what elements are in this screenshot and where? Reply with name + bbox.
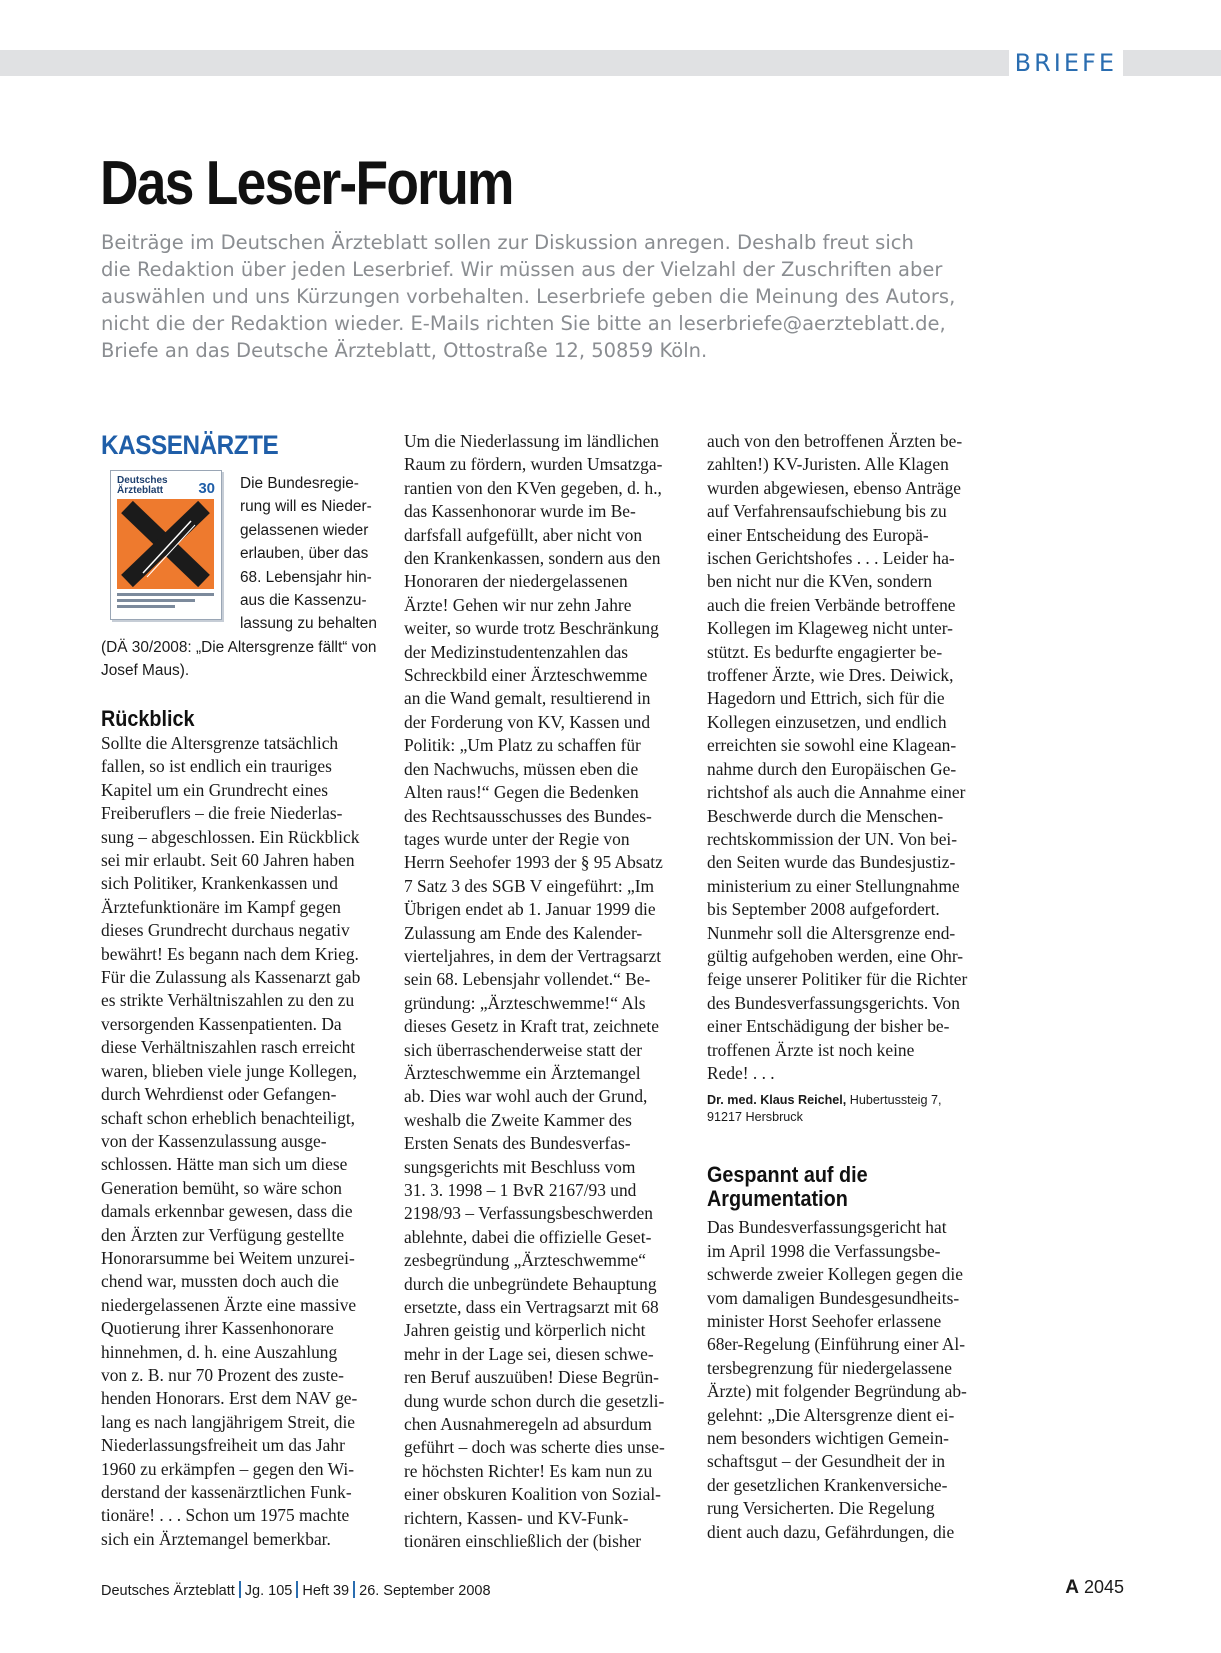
body-line: ren Beruf auszuüben! Diese Begrün- xyxy=(404,1367,659,1388)
body-line: Ärzte) mit folgender Begründung ab- xyxy=(707,1381,967,1402)
body-line: gültig aufgehoben werden, eine Ohr- xyxy=(707,945,964,966)
body-line: auch die freien Verbände betroffene xyxy=(707,594,956,615)
body-line: des Bundesverfassungsgerichts. Von xyxy=(707,992,960,1013)
body-line: Rede! . . . xyxy=(707,1062,775,1083)
body-line: Schreckbild einer Ärzteschwemme xyxy=(404,665,648,686)
body-line: feige unserer Politiker für die Richter xyxy=(707,969,968,990)
teaser-line: Die Bundesregie- xyxy=(240,475,359,492)
letter-heading-line: Gespannt auf die xyxy=(707,1162,868,1188)
body-line: sung – abgeschlossen. Ein Rückblick xyxy=(101,826,360,847)
body-line: schaft schon erheblich benachteiligt, xyxy=(101,1107,355,1128)
body-line: einer Entschädigung der bisher be- xyxy=(707,1016,950,1037)
intro-line: Briefe an das Deutsche Ärzteblatt, Ottostraße 12, 50859 Köln. xyxy=(101,339,708,362)
body-line: diese Verhältniszahlen rasch erreicht xyxy=(101,1037,356,1058)
body-line: im April 1998 die Verfassungsbe- xyxy=(707,1240,941,1261)
body-line: Jahren geistig und körperlich nicht xyxy=(404,1320,646,1341)
body-line: vierteljahres, in dem der Vertragsarzt xyxy=(404,945,662,966)
footer-separator xyxy=(239,1581,241,1598)
footer-separator xyxy=(353,1581,355,1598)
signature-street: Hubertussteig 7, xyxy=(846,1093,942,1108)
body-line: troffener Ärzte, wie Dres. Deiwick, xyxy=(707,665,954,686)
body-line: Ärzte! Gehen wir nur zehn Jahre xyxy=(404,594,632,615)
body-line: sich überraschenderweise statt der xyxy=(404,1039,643,1060)
section-label: BRIEFE xyxy=(1009,48,1123,78)
page-prefix: A xyxy=(1065,1577,1079,1598)
body-line: gründung: „Ärzteschwemme!“ Als xyxy=(404,992,646,1013)
body-line: wurden abgewiesen, ebenso Anträge xyxy=(707,477,962,498)
body-line: dieses Grundrecht durchaus negativ xyxy=(101,920,350,941)
body-line: sich ein Ärztemangel bemerkbar. xyxy=(101,1528,331,1549)
body-line: Generation bemüht, so wäre schon xyxy=(101,1177,342,1198)
body-line: tersbegrenzung für niedergelassene xyxy=(707,1357,952,1378)
body-line: Niederlassungsfreiheit um das Jahr xyxy=(101,1435,345,1456)
body-line: bis September 2008 aufgefordert. xyxy=(707,899,940,920)
body-line: es strikte Verhältniszahlen zu den zu xyxy=(101,990,355,1011)
body-line: versorgenden Kassenpatienten. Da xyxy=(101,1013,342,1034)
teaser-text xyxy=(101,472,393,683)
footer-separator xyxy=(296,1581,298,1598)
body-line: Alten raus!“ Gegen die Bedenken xyxy=(404,782,639,803)
teaser-line: aus die Kassenzu- xyxy=(240,592,367,610)
body-line: Das Bundesverfassungsgericht hat xyxy=(707,1217,947,1238)
cover-brand-line: Ärzteblatt xyxy=(117,485,164,496)
body-line: Kapitel um ein Grundrecht eines xyxy=(101,779,328,800)
letter-heading xyxy=(707,1163,970,1211)
body-line: vom damaligen Bundesgesundheits- xyxy=(707,1287,960,1308)
body-line: den Seiten wurde das Bundesjustiz- xyxy=(707,852,956,873)
teaser-line: erlauben, über das xyxy=(240,545,369,563)
body-line: Kollegen im Klageweg nicht unter- xyxy=(707,618,953,639)
body-line: dieses Gesetz in Kraft trat, zeichnete xyxy=(404,1016,659,1037)
body-line: re höchsten Richter! Es kam nun zu xyxy=(404,1460,653,1481)
body-line: nahme durch den Europäischen Ge- xyxy=(707,758,957,779)
body-line: sein 68. Lebensjahr vollendet.“ Be- xyxy=(404,969,651,990)
body-line: ischen Gerichtshofes . . . Leider ha- xyxy=(707,548,955,569)
body-line: gelehnt: „Die Altersgrenze dient ei- xyxy=(707,1404,955,1425)
intro-line: auswählen und uns Kürzungen vorbehalten. Leserbriefe geben die Meinung des Autors, xyxy=(101,285,956,308)
body-line: richtshof als auch die Annahme einer xyxy=(707,782,966,803)
letter-heading: Rückblick xyxy=(101,706,195,731)
body-line: einer obskuren Koalition von Sozial- xyxy=(404,1484,661,1505)
body-line: das Kassenhonorar wurde im Be- xyxy=(404,501,636,522)
body-line: rung Versicherten. Die Regelung xyxy=(707,1498,935,1519)
footer-date: 26. September 2008 xyxy=(359,1583,491,1599)
teaser-line: rung will es Nieder- xyxy=(240,498,372,516)
body-line: Beschwerde durch die Menschen- xyxy=(707,805,944,826)
body-line: minister Horst Seehofer erlassene xyxy=(707,1311,942,1331)
body-line: fallen, so ist endlich ein trauriges xyxy=(101,756,332,777)
body-line: einer Entscheidung des Europä- xyxy=(707,524,929,545)
body-line: geführt – doch was scherte dies unse- xyxy=(404,1437,665,1458)
body-line: 31. 3. 1998 – 1 BvR 2167/93 und xyxy=(404,1180,637,1200)
intro-text xyxy=(101,229,1021,364)
teaser-line: lassung zu behalten xyxy=(240,615,377,633)
footer-issue: Heft 39 xyxy=(302,1583,350,1599)
body-line: Quotierung ihrer Kassenhonorare xyxy=(101,1318,334,1339)
body-line: Honorarsumme bei Weitem unzurei- xyxy=(101,1247,355,1268)
body-line: von z. B. nur 70 Prozent des zuste- xyxy=(101,1364,344,1385)
body-line: 68er-Regelung (Einführung einer Al- xyxy=(707,1334,966,1355)
body-line: durch die unbegründete Behauptung xyxy=(404,1273,657,1294)
letter-body xyxy=(707,1216,999,1544)
body-line: schlossen. Hätte man sich um diese xyxy=(101,1154,348,1175)
body-line: weiter, so wurde trotz Beschränkung xyxy=(404,618,659,639)
body-line: Politik: „Um Platz zu schaffen für xyxy=(404,735,641,756)
body-line: ben nicht nur die KVen, sondern xyxy=(707,571,933,592)
body-line: dung wurde schon durch die gesetzli- xyxy=(404,1390,665,1411)
body-line: Raum zu fördern, wurden Umsatzga- xyxy=(404,454,663,475)
body-line: dient auch dazu, Gefährdungen, die xyxy=(707,1521,955,1542)
letter-body xyxy=(101,732,393,1551)
rubric-label: KASSENÄRZTE xyxy=(101,430,279,460)
signature-city: 91217 Hersbruck xyxy=(707,1110,803,1125)
body-line: Nunmehr soll die Altersgrenze end- xyxy=(707,922,956,943)
body-line: der Forderung von KV, Kassen und xyxy=(404,711,651,732)
body-line: sei mir erlaubt. Seit 60 Jahren haben xyxy=(101,850,355,871)
body-line: Kollegen einzusetzen, und endlich xyxy=(707,711,947,732)
body-line: ersetzte, dass ein Vertragsarzt mit 68 xyxy=(404,1297,659,1318)
intro-line: die Redaktion über jeden Leserbrief. Wir müssen aus der Vielzahl der Zuschriften aber xyxy=(101,258,943,281)
body-line: der Medizinstudentenzahlen das xyxy=(404,641,629,662)
body-line: derstand der kassenärztlichen Funk- xyxy=(101,1482,352,1502)
body-line: rantien von den KVen gegeben, d. h., xyxy=(404,477,662,498)
footer-citation xyxy=(101,1581,491,1599)
body-line: Ärztefunktionäre im Kampf gegen xyxy=(101,896,341,917)
body-line: chen Ausnahmeregeln ad absurdum xyxy=(404,1414,652,1435)
body-line: ab. Dies war wohl auch der Grund, xyxy=(404,1086,648,1107)
body-line: lang es nach langjährigem Streit, die xyxy=(101,1411,356,1432)
body-line: mehr in der Lage sei, diesen schwe- xyxy=(404,1343,654,1364)
body-line: Herrn Seehofer 1993 der § 95 Absatz xyxy=(404,852,663,873)
body-line: 7 Satz 3 des SGB V eingeführt: „Im xyxy=(404,875,655,896)
footer-volume: Jg. 105 xyxy=(244,1583,293,1599)
body-line: auf Verfahrensaufschiebung bis zu xyxy=(707,501,947,522)
body-line: richtern, Kassen- und KV-Funk- xyxy=(404,1507,629,1528)
body-line: ablehnte, dabei die offizielle Geset- xyxy=(404,1226,652,1247)
body-line: tionären einschließlich der (bisher xyxy=(404,1531,642,1552)
body-line: ministerium zu einer Stellungnahme xyxy=(707,875,960,896)
body-line: bewährt! Es begann nach dem Krieg. xyxy=(101,943,359,964)
body-line: damals erkennbar gewesen, dass die xyxy=(101,1201,353,1222)
body-line: Hagedorn und Ettrich, sich für die xyxy=(707,688,945,709)
body-line: des Rechtsausschusses des Bundes- xyxy=(404,805,652,826)
letter-heading-line: Argumentation xyxy=(707,1186,848,1212)
body-line: Honoraren der niedergelassenen xyxy=(404,571,628,592)
body-line: chend war, mussten doch auch die xyxy=(101,1271,339,1292)
body-line: troffenen Ärzte ist noch keine xyxy=(707,1039,915,1060)
intro-line: Beiträge im Deutschen Ärzteblatt sollen zur Diskussion anregen. Deshalb freut sich xyxy=(101,231,914,254)
body-line: tages wurde unter der Regie von xyxy=(404,828,630,849)
body-line: sungsgerichts mit Beschluss vom xyxy=(404,1156,636,1177)
letter-signature xyxy=(707,1092,999,1126)
body-line: 1960 zu erkämpfen – gegen den Wi- xyxy=(101,1458,354,1479)
body-line: stützt. Es bedurfte engagierter be- xyxy=(707,641,943,662)
body-line: Übrigen endet ab 1. Januar 1999 die xyxy=(404,899,656,920)
column-2 xyxy=(404,430,696,1554)
intro-line: nicht die der Redaktion wieder. E-Mails richten Sie bitte an leserbriefe@aerzteblatt.de, xyxy=(101,312,946,335)
column-3 xyxy=(707,430,999,1544)
body-line: nem besonders wichtigen Gemein- xyxy=(707,1428,949,1449)
body-line: waren, blieben viele junge Kollegen, xyxy=(101,1060,357,1081)
body-line: zesbegründung „Ärzteschwemme“ xyxy=(404,1250,646,1271)
body-line: erreichten sie sowohl eine Klagean- xyxy=(707,735,957,756)
body-line: schaftsgut – der Gesundheit der in xyxy=(707,1451,946,1472)
teaser-line: Josef Maus). xyxy=(101,662,190,680)
letter-body xyxy=(404,430,696,1554)
teaser-line: gelassenen wieder xyxy=(240,521,369,539)
signature-name: Dr. med. Klaus Reichel, xyxy=(707,1093,847,1108)
body-line: Ärzteschwemme ein Ärztemangel xyxy=(404,1062,641,1083)
letter-body xyxy=(707,430,999,1085)
footer-journal: Deutsches Ärzteblatt xyxy=(101,1583,235,1599)
body-line: henden Honorars. Erst dem NAV ge- xyxy=(101,1388,358,1409)
body-line: hinnehmen, d. h. eine Auszahlung xyxy=(101,1341,338,1362)
body-line: sich Politiker, Krankenkassen und xyxy=(101,873,338,894)
column-1 xyxy=(101,428,393,1551)
body-line: tionäre! . . . Schon um 1975 machte xyxy=(101,1505,350,1526)
body-line: zahlten!) KV-Juristen. Alle Klagen xyxy=(707,454,949,475)
cover-brand-line: Deutsches xyxy=(117,475,168,486)
body-line: auch von den betroffenen Ärzten be- xyxy=(707,431,963,451)
body-line: darfsfall aufgefüllt, aber nicht von xyxy=(404,524,643,545)
teaser-line: (DÄ 30/2008: „Die Altersgrenze fällt“ von xyxy=(101,638,377,656)
body-line: Sollte die Altersgrenze tatsächlich xyxy=(101,733,339,753)
body-line: 2198/93 – Verfassungsbeschwerden xyxy=(404,1203,653,1224)
page-title: Das Leser-Forum xyxy=(100,149,513,218)
page-number xyxy=(1065,1577,1124,1599)
body-line: an die Wand gemalt, resultierend in xyxy=(404,688,651,709)
body-line: rechtskommission der UN. Von bei- xyxy=(707,828,958,849)
body-line: den Nachwuchs, müssen eben die xyxy=(404,758,639,779)
teaser-line: 68. Lebensjahr hin- xyxy=(240,568,372,586)
body-line: den Krankenkassen, sondern aus den xyxy=(404,548,661,569)
body-line: den Ärzten zur Verfügung gestellte xyxy=(101,1224,345,1245)
teaser-block xyxy=(101,462,393,697)
cover-issue-number: 30 xyxy=(198,480,215,497)
body-line: durch Wehrdienst oder Gefangen- xyxy=(101,1084,337,1105)
body-line: Ersten Senats des Bundesverfas- xyxy=(404,1133,631,1154)
body-line: Um die Niederlassung im ländlichen xyxy=(404,431,660,451)
body-line: schwerde zweier Kollegen gegen die xyxy=(707,1264,963,1285)
body-line: der gesetzlichen Krankenversiche- xyxy=(707,1474,948,1495)
body-line: Freiberuflers – die freie Niederlas- xyxy=(101,803,343,824)
body-line: niedergelassenen Ärzte eine massive xyxy=(101,1294,357,1315)
body-line: weshalb die Zweite Kammer des xyxy=(404,1109,632,1130)
body-line: von der Kassenzulassung ausge- xyxy=(101,1130,327,1151)
page-number-value: 2045 xyxy=(1083,1577,1124,1597)
body-line: Zulassung am Ende des Kalender- xyxy=(404,922,643,943)
body-line: Für die Zulassung als Kassenarzt gab xyxy=(101,967,361,988)
